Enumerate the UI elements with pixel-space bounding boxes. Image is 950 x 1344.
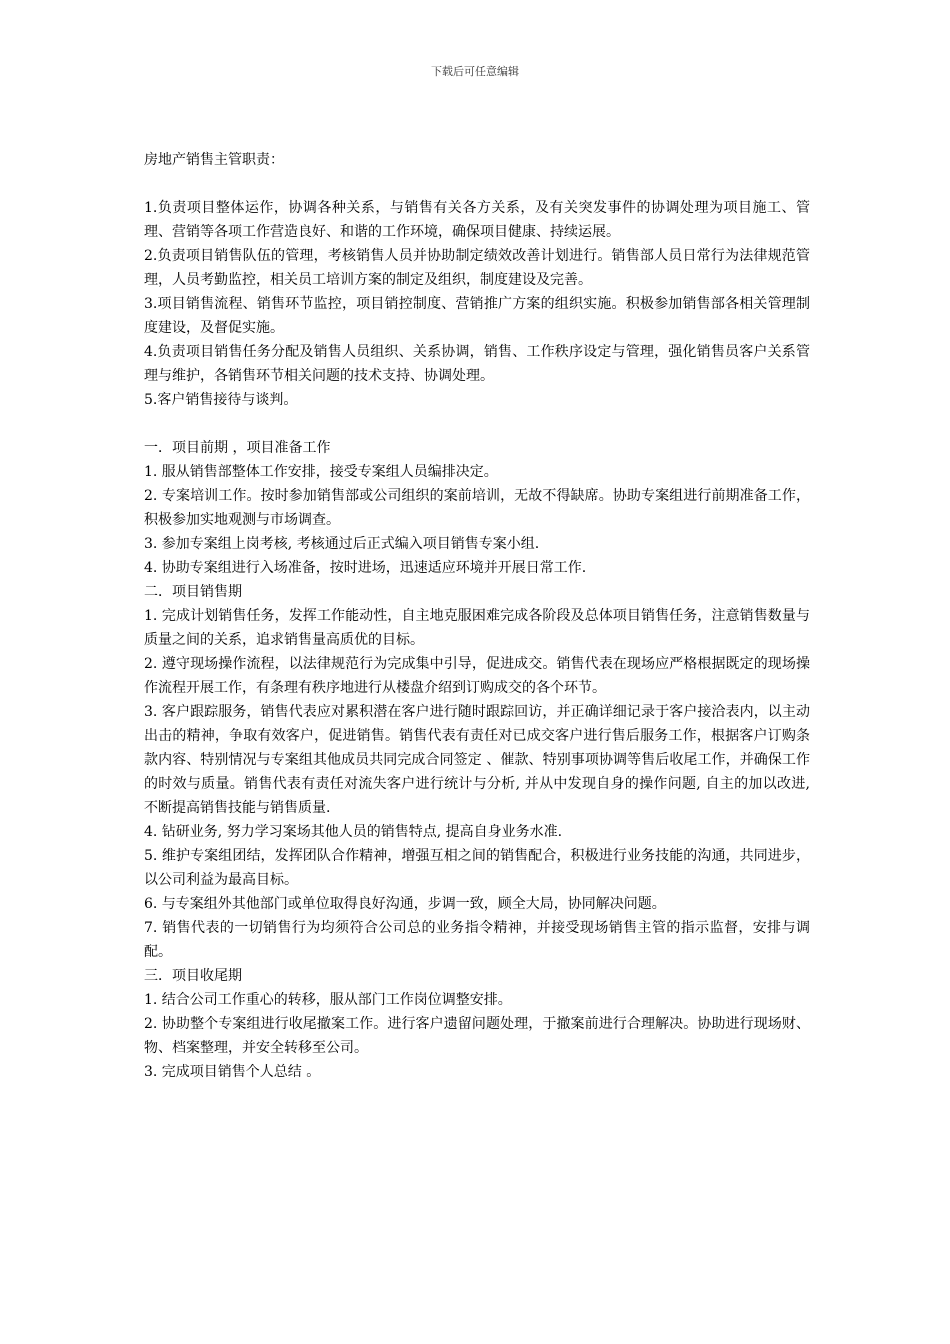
section-item: 2. 遵守现场操作流程，以法律规范行为完成集中引导，促进成交。销售代表在现场应严格根据既定的现场操作流程开展工作，有条理有秩序地进行从楼盘介绍到订购成交的各个环节。	[144, 656, 810, 696]
section-item: 6. 与专案组外其他部门或单位取得良好沟通，步调一致，顾全大局，协同解决问题。	[144, 896, 666, 912]
duty-item: 5.客户销售接待与谈判。	[144, 392, 298, 408]
duty-item: 3.项目销售流程、销售环节监控，项目销控制度、营销推广方案的组织实施。积极参加销售部各相关管理制度建设，及督促实施。	[144, 296, 810, 336]
section-item: 1. 完成计划销售任务，发挥工作能动性，自主地克服困难完成各阶段及总体项目销售任务，注意销售数量与质量之间的关系，追求销售量高质优的目标。	[144, 608, 810, 648]
section-item: 3. 参加专案组上岗考核, 考核通过后正式编入项目销售专案小组.	[144, 536, 540, 552]
duty-item: 4.负责项目销售任务分配及销售人员组织、关系协调，销售、工作秩序设定与管理，强化销售员客户关系管理与维护，各销售环节相关问题的技术支持、协调处理。	[144, 344, 810, 384]
section-preparation	[144, 436, 810, 580]
section-item: 7. 销售代表的一切销售行为均须符合公司总的业务指令精神，并接受现场销售主管的指示监督，安排与调配。	[144, 920, 810, 960]
section-item: 2. 专案培训工作。按时参加销售部或公司组织的案前培训，无故不得缺席。协助专案组进行前期准备工作，积极参加实地观测与市场调查。	[144, 488, 810, 528]
duties-list	[144, 196, 810, 412]
document-title: 房地产销售主管职责：	[144, 152, 284, 168]
page-header	[0, 64, 950, 80]
section-item: 3. 客户跟踪服务，销售代表应对累积潜在客户进行随时跟踪回访，并正确详细记录于客户接洽表内，以主动出击的精神，争取有效客户，促进销售。销售代表有责任对已成交客户进行售后服务工作，根据客户订购条款内容、特别情况与专案组其他成员共同完成合同签定 、催款、特别事项协调等售后收尾工作，并确保工作的时效与质量。销售代表有责任对流失客户进行统计与分析, 并从中发现自身的操作问题, 自主的加以改进, 不断提高销售技能与销售质量.	[144, 704, 810, 816]
section-heading: 二．项目销售期	[144, 584, 242, 600]
section-item: 2. 协助整个专案组进行收尾撤案工作。进行客户遗留问题处理，于撤案前进行合理解决。协助进行现场财、物、档案整理，并安全转移至公司。	[144, 1016, 810, 1056]
section-item: 3. 完成项目销售个人总结 。	[144, 1064, 321, 1080]
section-sales-period	[144, 580, 810, 964]
section-item: 4. 协助专案组进行入场准备，按时进场，迅速适应环境并开展日常工作.	[144, 560, 587, 576]
duty-item: 1.负责项目整体运作，协调各种关系，与销售有关各方关系，及有关突发事件的协调处理为项目施工、管理、营销等各项工作营造良好、和谐的工作环境，确保项目健康、持续运展。	[144, 200, 810, 240]
section-item: 4. 钻研业务, 努力学习案场其他人员的销售特点, 提高自身业务水准.	[144, 824, 563, 840]
section-heading: 三．项目收尾期	[144, 968, 242, 984]
duty-item: 2.负责项目销售队伍的管理，考核销售人员并协助制定绩效改善计划进行。销售部人员日常行为法律规范管理，人员考勤监控，相关员工培训方案的制定及组织，制度建设及完善。	[144, 248, 810, 288]
document-body	[144, 148, 810, 1084]
header-watermark-text: 下载后可任意编辑	[431, 65, 519, 78]
section-item: 1. 服从销售部整体工作安排，接受专案组人员编排决定。	[144, 464, 498, 480]
section-heading: 一．项目前期 ，项目准备工作	[144, 440, 331, 456]
section-item: 1. 结合公司工作重心的转移，服从部门工作岗位调整安排。	[144, 992, 512, 1008]
section-closing-period	[144, 964, 810, 1084]
section-item: 5. 维护专案组团结，发挥团队合作精神，增强互相之间的销售配合，积极进行业务技能的沟通，共同进步，以公司利益为最高目标。	[144, 848, 810, 888]
